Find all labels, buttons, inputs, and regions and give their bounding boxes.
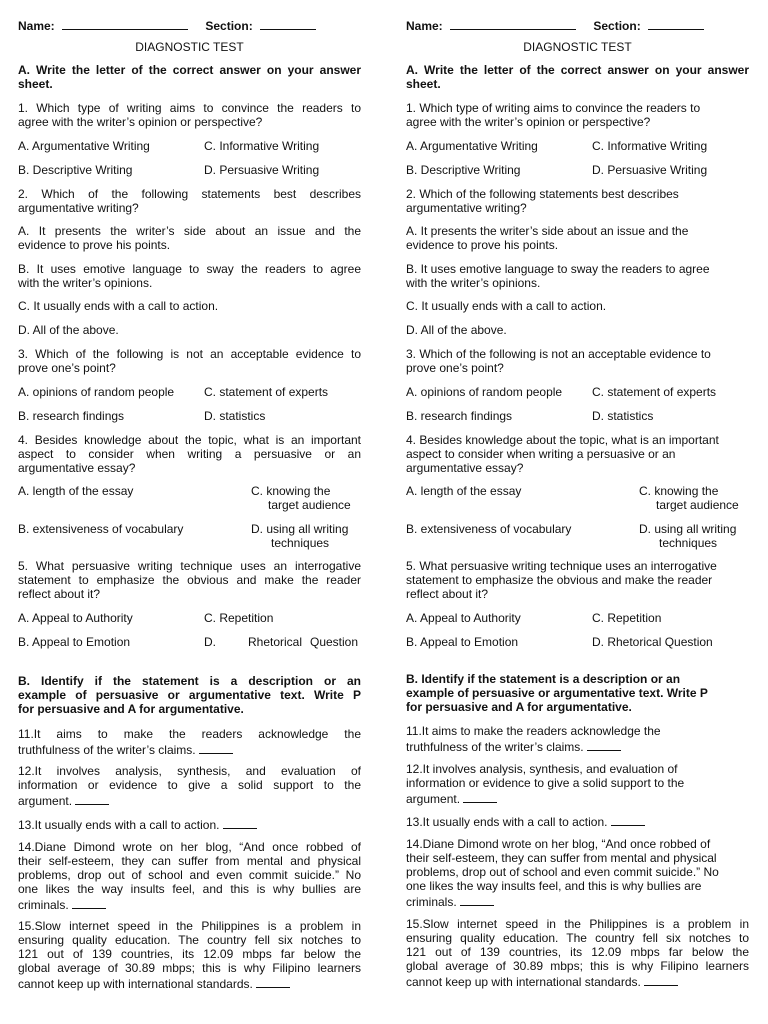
q2-option-b: with the writer’s opinions. <box>406 276 541 290</box>
q5-stem: 5. What persuasive writing technique uses an interrogative <box>18 559 361 573</box>
q15-text: global average of 30.89 mbps; this is why Filipino learners <box>18 961 361 975</box>
q2-option-c: C. It usually ends with a call to action. <box>18 299 219 313</box>
section-label: Section: <box>205 19 253 33</box>
section-blank[interactable] <box>260 18 316 30</box>
part-b-instruction: for persuasive and A for argumentative. <box>18 702 244 716</box>
q15-text: ensuring quality education. The country fell six notches to <box>406 931 749 945</box>
q14-answer-blank[interactable] <box>72 897 106 909</box>
q4-stem: 4. Besides knowledge about the topic, what is an important <box>18 433 361 447</box>
q4-option-b: B. extensiveness of vocabulary <box>406 522 572 536</box>
q5-option-b: B. Appeal to Emotion <box>406 635 519 649</box>
q3-option-b: B. research findings <box>18 409 125 423</box>
q5-stem: statement to emphasize the obvious and make the reader <box>406 573 713 587</box>
q1-option-b: B. Descriptive Writing <box>406 163 521 177</box>
q11-text: 11.It aims to make the readers acknowledge the <box>406 724 661 738</box>
q13-answer-blank[interactable] <box>611 814 645 826</box>
q3-option-a: A. opinions of random people <box>18 385 175 399</box>
q1-stem: agree with the writer’s opinion or perspective? <box>406 115 651 129</box>
q12-answer-blank[interactable] <box>463 791 497 803</box>
q15-text-end: cannot keep up with international standards. <box>406 975 641 989</box>
q2-stem: 2. Which of the following statements best describes <box>406 187 679 201</box>
q13-text-body: 13.It usually ends with a call to action. <box>406 815 608 829</box>
q1-option-b: B. Descriptive Writing <box>18 163 133 177</box>
q14-text <box>406 894 749 910</box>
q13-answer-blank[interactable] <box>223 817 257 829</box>
q4-option-d: techniques <box>271 536 330 550</box>
q5-stem: 5. What persuasive writing technique uses an interrogative <box>406 559 717 573</box>
q13-text <box>406 814 749 830</box>
q15-answer-blank[interactable] <box>256 976 290 988</box>
q5-option-d-letter: D. <box>204 635 216 649</box>
q4-option-a: A. length of the essay <box>406 484 522 498</box>
q5-stem: statement to emphasize the obvious and make the reader <box>18 573 361 587</box>
q13-text <box>18 817 361 833</box>
q15-text <box>18 976 361 992</box>
section-label: Section: <box>593 19 641 33</box>
q2-option-b: B. It uses emotive language to sway the readers to agree <box>406 262 710 276</box>
q3-option-b: B. research findings <box>406 409 513 423</box>
q4-option-a: A. length of the essay <box>18 484 134 498</box>
q3-option-d: D. statistics <box>592 409 654 423</box>
q12-text: information or evidence to give a solid support to the <box>406 776 685 790</box>
section-blank[interactable] <box>648 18 704 30</box>
test-title: DIAGNOSTIC TEST <box>523 40 632 54</box>
q5-option-a: A. Appeal to Authority <box>406 611 521 625</box>
q5-option-c: C. Repetition <box>204 611 274 625</box>
q15-text: 121 out of 139 countries, its 12.09 mbps far below the <box>18 947 361 961</box>
q14-text: one likes the way insults feel, and this is why bullies are <box>406 879 702 893</box>
part-a-instruction-l1: A. Write the letter of the correct answer on your answer <box>406 63 749 77</box>
q3-option-a: A. opinions of random people <box>406 385 563 399</box>
q2-option-a: evidence to prove his points. <box>406 238 559 252</box>
q12-text: 12.It involves analysis, synthesis, and evaluation of <box>18 764 361 778</box>
q15-text <box>406 974 749 990</box>
q4-stem: argumentative essay? <box>406 461 524 475</box>
q11-text-end: truthfulness of the writer’s claims. <box>18 743 196 757</box>
q11-text <box>406 739 749 755</box>
q12-text: 12.It involves analysis, synthesis, and evaluation of <box>406 762 678 776</box>
q12-text-end: argument. <box>406 792 461 806</box>
q4-stem: aspect to consider when writing a persuasive or an <box>18 447 361 461</box>
q1-option-a: A. Argumentative Writing <box>406 139 538 153</box>
q11-text-end: truthfulness of the writer’s claims. <box>406 740 584 754</box>
q1-option-c: C. Informative Writing <box>204 139 320 153</box>
part-a-instruction-l2: sheet. <box>18 77 53 91</box>
q5-option-d-word: Question <box>310 635 359 649</box>
q3-option-c: C. statement of experts <box>204 385 329 399</box>
q12-text <box>18 793 361 809</box>
q14-text: problems, drop out of school and even commit suicide.” No <box>18 868 361 882</box>
q15-text-end: cannot keep up with international standards. <box>18 977 253 991</box>
q4-option-d: techniques <box>659 536 718 550</box>
q2-option-b: B. It uses emotive language to sway the readers to agree <box>18 262 361 276</box>
q11-answer-blank[interactable] <box>587 739 621 751</box>
q1-option-a: A. Argumentative Writing <box>18 139 150 153</box>
q2-option-b: with the writer’s opinions. <box>18 276 153 290</box>
q1-stem: 1. Which type of writing aims to convince the readers to <box>18 101 361 115</box>
q2-option-d: D. All of the above. <box>406 323 507 337</box>
q4-option-b: B. extensiveness of vocabulary <box>18 522 184 536</box>
q15-text: ensuring quality education. The country fell six notches to <box>18 933 361 947</box>
q3-stem: 3. Which of the following is not an acceptable evidence to <box>406 347 711 361</box>
q1-option-d: D. Persuasive Writing <box>204 163 320 177</box>
name-label: Name: <box>406 19 443 33</box>
q2-option-c: C. It usually ends with a call to action. <box>406 299 607 313</box>
name-blank[interactable] <box>450 18 576 30</box>
q4-stem: aspect to consider when writing a persuasive or an <box>406 447 676 461</box>
name-section-line <box>406 18 749 34</box>
q14-answer-blank[interactable] <box>460 894 494 906</box>
q13-text-body: 13.It usually ends with a call to action. <box>18 818 220 832</box>
q14-text: 14.Diane Dimond wrote on her blog, “And once robbed of <box>18 840 361 854</box>
q11-text: 11.It aims to make the readers acknowledge the <box>18 727 361 741</box>
q2-option-a: evidence to prove his points. <box>18 238 171 252</box>
q5-option-d: D. Rhetorical Question <box>592 635 713 649</box>
q14-text: one likes the way insults feel, and this is why bullies are <box>18 882 361 896</box>
q2-stem: argumentative writing? <box>18 201 139 215</box>
q1-stem: 1. Which type of writing aims to convince the readers to <box>406 101 701 115</box>
part-b-instruction: example of persuasive or argumentative text. Write P <box>18 688 361 702</box>
q5-stem: reflect about it? <box>18 587 101 601</box>
q14-text: problems, drop out of school and even commit suicide.” No <box>406 865 719 879</box>
q5-option-b: B. Appeal to Emotion <box>18 635 131 649</box>
q1-stem: agree with the writer’s opinion or perspective? <box>18 115 263 129</box>
q12-text <box>406 791 749 807</box>
q14-text: their self-esteem, they can suffer from mental and physical <box>406 851 717 865</box>
part-b-instruction: B. Identify if the statement is a description or an <box>406 672 681 686</box>
q5-option-a: A. Appeal to Authority <box>18 611 133 625</box>
q2-option-a: A. It presents the writer’s side about an issue and the <box>406 224 689 238</box>
q4-option-c: target audience <box>656 498 739 512</box>
q12-text: information or evidence to give a solid support to the <box>18 778 361 792</box>
q3-stem: prove one’s point? <box>18 361 116 375</box>
name-blank[interactable] <box>62 18 188 30</box>
q5-stem: reflect about it? <box>406 587 489 601</box>
q2-option-a: A. It presents the writer’s side about an issue and the <box>18 224 361 238</box>
q14-text: their self-esteem, they can suffer from mental and physical <box>18 854 361 868</box>
q14-text-end: criminals. <box>406 895 457 909</box>
q11-text <box>18 742 361 758</box>
q15-answer-blank[interactable] <box>644 974 678 986</box>
q12-answer-blank[interactable] <box>75 793 109 805</box>
q3-stem: prove one’s point? <box>406 361 504 375</box>
q3-stem: 3. Which of the following is not an acceptable evidence to <box>18 347 361 361</box>
q5-option-c: C. Repetition <box>592 611 662 625</box>
q1-option-c: C. Informative Writing <box>592 139 708 153</box>
q2-stem: argumentative writing? <box>406 201 527 215</box>
q4-option-c: target audience <box>268 498 351 512</box>
part-a-instruction-l1: A. Write the letter of the correct answer on your answer <box>18 63 361 77</box>
q14-text: 14.Diane Dimond wrote on her blog, “And once robbed of <box>406 837 711 851</box>
q4-option-c: C. knowing the <box>251 484 331 498</box>
q3-option-c: C. statement of experts <box>592 385 717 399</box>
q15-text: global average of 30.89 mbps; this is why Filipino learners <box>406 959 749 973</box>
q3-option-d: D. statistics <box>204 409 266 423</box>
part-b-instruction: B. Identify if the statement is a description or an <box>18 674 361 688</box>
q14-text <box>18 897 361 913</box>
q4-stem: 4. Besides knowledge about the topic, what is an important <box>406 433 719 447</box>
q2-option-d: D. All of the above. <box>18 323 119 337</box>
q2-stem: 2. Which of the following statements best describes <box>18 187 361 201</box>
q4-stem: argumentative essay? <box>18 461 136 475</box>
q15-text: 121 out of 139 countries, its 12.09 mbps far below the <box>406 945 749 959</box>
part-b-instruction: example of persuasive or argumentative text. Write P <box>406 686 708 700</box>
part-b-instruction: for persuasive and A for argumentative. <box>406 700 632 714</box>
q1-option-d: D. Persuasive Writing <box>592 163 708 177</box>
q12-text-end: argument. <box>18 794 73 808</box>
q14-text-end: criminals. <box>18 898 69 912</box>
q5-option-d-word: Rhetorical <box>248 635 303 649</box>
q4-option-c: C. knowing the <box>639 484 719 498</box>
q4-option-d: D. using all writing <box>251 522 349 536</box>
name-section-line <box>18 18 361 34</box>
q11-answer-blank[interactable] <box>199 742 233 754</box>
q4-option-d: D. using all writing <box>639 522 737 536</box>
name-label: Name: <box>18 19 55 33</box>
q15-text: 15.Slow internet speed in the Philippines is a problem in <box>406 917 749 931</box>
part-a-instruction-l2: sheet. <box>406 77 441 91</box>
test-title: DIAGNOSTIC TEST <box>135 40 244 54</box>
q15-text: 15.Slow internet speed in the Philippines is a problem in <box>18 919 361 933</box>
